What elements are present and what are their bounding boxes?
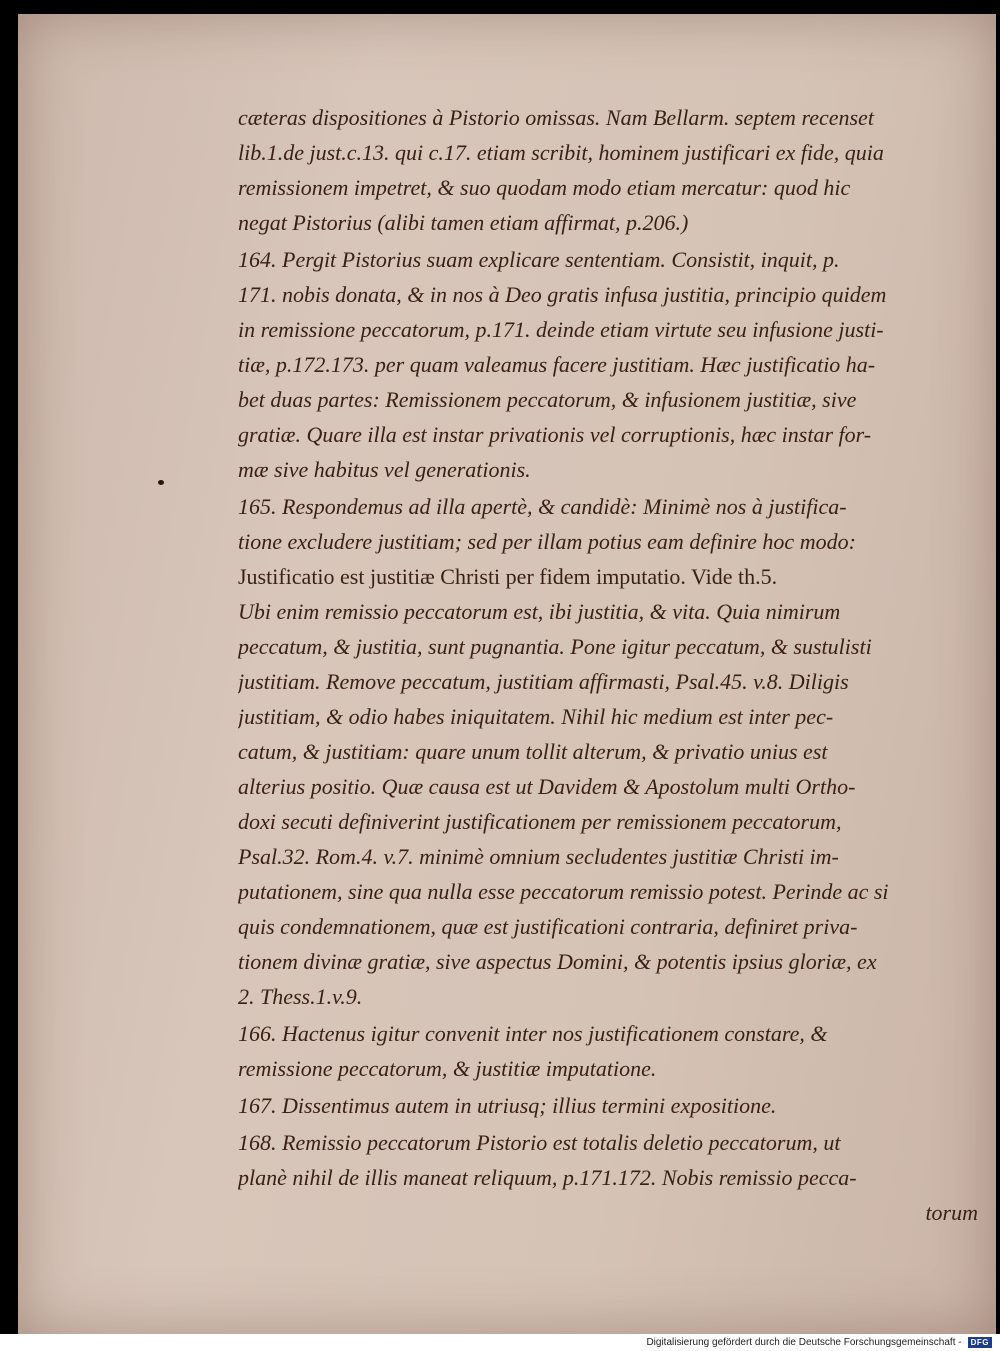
text-line: quis condemnationem, quæ est justificationi contraria, definiret priva- <box>238 914 858 939</box>
text-line: Psal.32. Rom.4. v.7. minimè omnium secludentes justitiæ Christi im- <box>238 844 839 869</box>
text-line: doxi secuti definiverint justificationem per remissionem peccatorum, <box>238 809 842 834</box>
text-line: negat Pistorius (alibi tamen etiam affirmat, p.206.) <box>238 210 689 235</box>
text-line: justitiam, & odio habes iniquitatem. Nihil hic medium est inter pec- <box>238 704 834 729</box>
text-line: 165. Respondemus ad illa apertè, & candidè: Minimè nos à justifica- <box>238 494 847 519</box>
text-line: justitiam. Remove peccatum, justitiam affirmasti, Psal.45. v.8. Diligis <box>238 669 849 694</box>
dfg-logo: DFG <box>968 1337 992 1348</box>
digitization-credit-bar <box>0 1334 1000 1351</box>
text-line: in remissione peccatorum, p.171. deinde etiam virtute seu infusione justi- <box>238 317 884 342</box>
text-line: gratiæ. Quare illa est instar privationis vel corruptionis, hæc instar for- <box>238 422 872 447</box>
page-text <box>238 100 978 1230</box>
ink-speck <box>158 480 164 485</box>
catchword: torum <box>925 1200 978 1225</box>
definition-line: Justificatio est justitiæ Christi per fidem imputatio. Vide th.5. <box>238 564 778 589</box>
paragraph-167 <box>238 1088 978 1123</box>
text-line: tionem divinæ gratiæ, sive aspectus Domini, & potentis ipsius gloriæ, ex <box>238 949 877 974</box>
paragraph-165 <box>238 489 978 1014</box>
text-line: 166. Hactenus igitur convenit inter nos justificationem constare, & <box>238 1021 828 1046</box>
text-line: 171. nobis donata, & in nos à Deo gratis infusa justitia, principio quidem <box>238 282 887 307</box>
text-line: alterius positio. Quæ causa est ut Davidem & Apostolum multi Ortho- <box>238 774 856 799</box>
text-line: lib.1.de just.c.13. qui c.17. etiam scribit, hominem justificari ex fide, quia <box>238 140 884 165</box>
text-line: peccatum, & justitia, sunt pugnantia. Pone igitur peccatum, & sustulisti <box>238 634 872 659</box>
text-line: Ubi enim remissio peccatorum est, ibi justitia, & vita. Quia nimirum <box>238 599 841 624</box>
text-line: catum, & justitiam: quare unum tollit alterum, & privatio unius est <box>238 739 828 764</box>
text-line: 168. Remissio peccatorum Pistorio est totalis deletio peccatorum, ut <box>238 1130 841 1155</box>
text-line: tiæ, p.172.173. per quam valeamus facere justitiam. Hæc justificatio ha- <box>238 352 876 377</box>
scanned-page <box>18 14 996 1334</box>
paragraph-168 <box>238 1125 978 1195</box>
text-line: cæteras dispositiones à Pistorio omissas. Nam Bellarm. septem recenset <box>238 105 874 130</box>
text-line: remissionem impetret, & suo quodam modo etiam mercatur: quod hic <box>238 175 851 200</box>
paragraph-166 <box>238 1016 978 1086</box>
paragraph-164 <box>238 242 978 487</box>
text-line: bet duas partes: Remissionem peccatorum, & infusionem justitiæ, sive <box>238 387 857 412</box>
paragraph <box>238 100 978 240</box>
text-line: planè nihil de illis maneat reliquum, p.171.172. Nobis remissio pecca- <box>238 1165 857 1190</box>
text-line: mæ sive habitus vel generationis. <box>238 457 531 482</box>
text-line: 2. Thess.1.v.9. <box>238 984 363 1009</box>
text-line: remissione peccatorum, & justitiæ imputatione. <box>238 1056 657 1081</box>
text-line: 164. Pergit Pistorius suam explicare sententiam. Consistit, inquit, p. <box>238 247 840 272</box>
text-line: tione excludere justitiam; sed per illam potius eam definire hoc modo: <box>238 529 856 554</box>
text-line: putationem, sine qua nulla esse peccatorum remissio potest. Perinde ac si <box>238 879 889 904</box>
funding-credit: Digitalisierung gefördert durch die Deutsche Forschungsgemeinschaft - <box>646 1337 962 1348</box>
text-line: 167. Dissentimus autem in utriusq; illius termini expositione. <box>238 1093 777 1118</box>
